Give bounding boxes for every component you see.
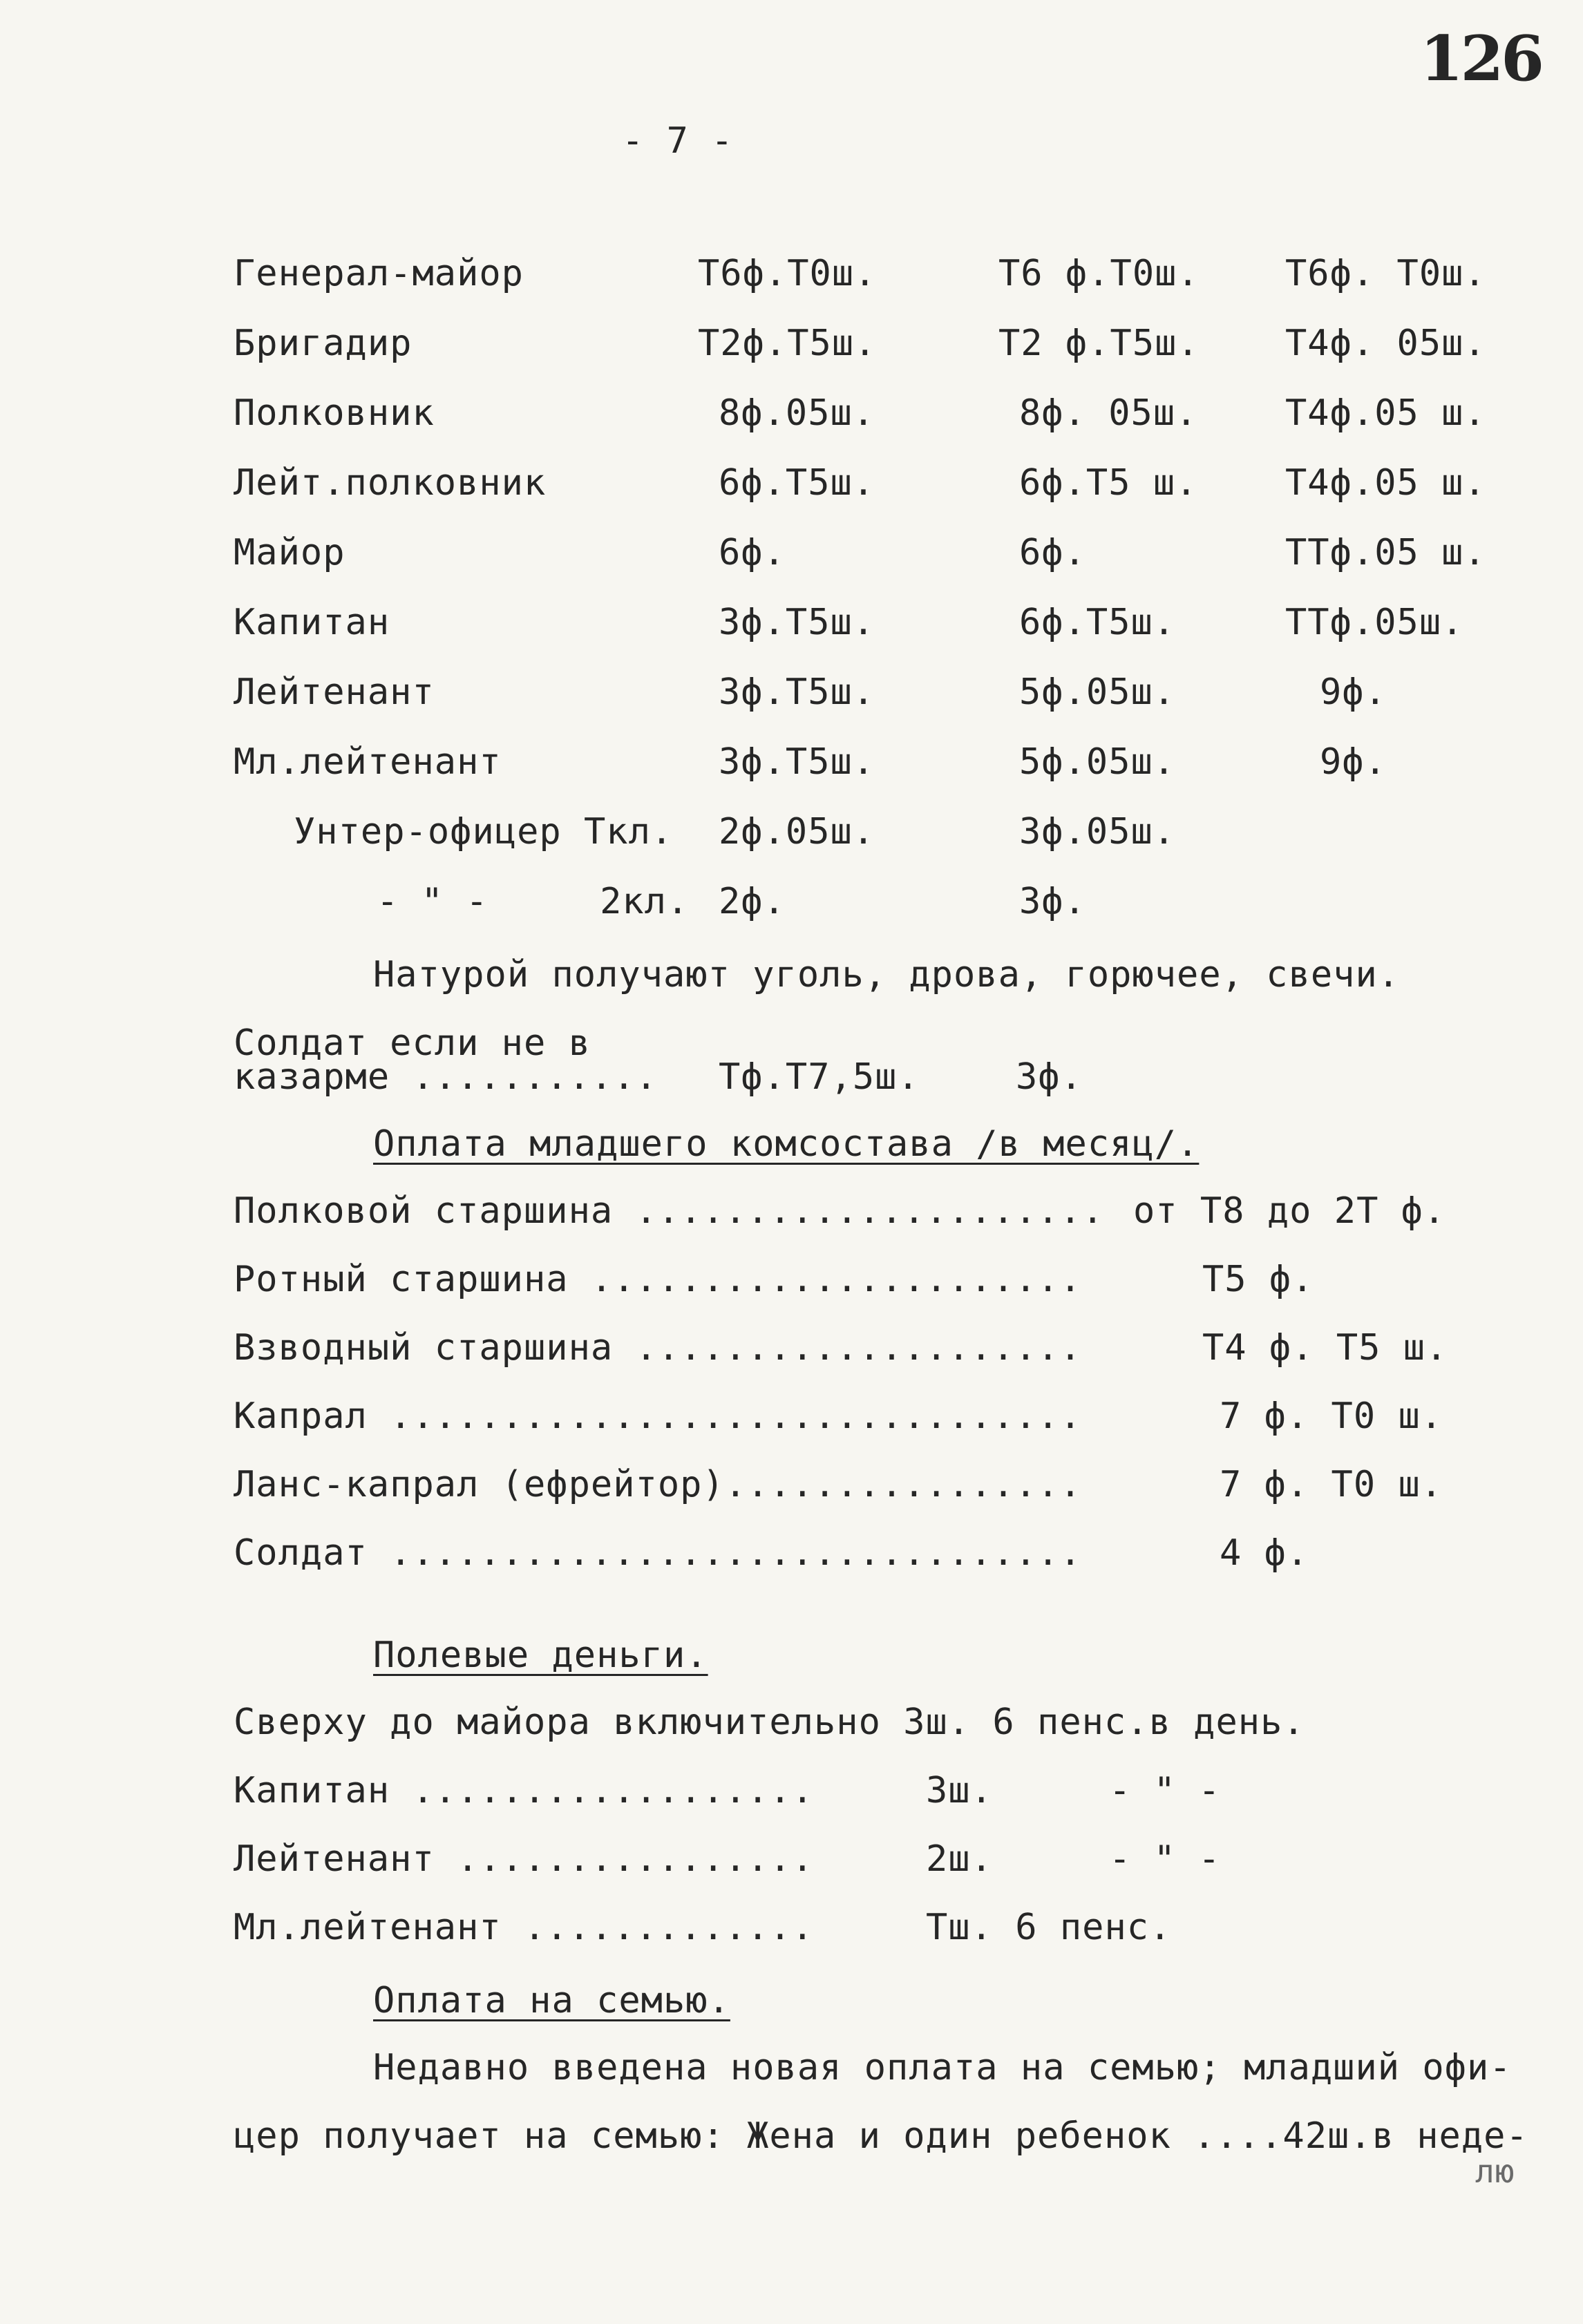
pay-column-1: Т2ф.Т5ш. xyxy=(698,323,877,364)
rank-label: Мл.лейтенант xyxy=(234,741,502,783)
rank-label: Унтер-офицер Ткл. xyxy=(294,811,674,853)
junior-rank-row: Взводный старшина .................... xyxy=(234,1327,1082,1369)
junior-rank-value: Т4 ф. Т5 ш. xyxy=(1202,1327,1448,1369)
pay-column-2: Т6 ф.Т0ш. xyxy=(998,253,1200,294)
pay-column-1: 3ф.Т5ш. xyxy=(719,741,875,783)
junior-rank-value: Т5 ф. xyxy=(1202,1259,1314,1300)
pay-column-1: 2ф.05ш. xyxy=(719,811,875,853)
junior-rank-value: 4 ф. xyxy=(1220,1532,1309,1574)
family-paragraph-line: Недавно введена новая оплата на семью; младший офи- xyxy=(373,2047,1512,2088)
pay-column-2: 5ф.05ш. xyxy=(1019,741,1176,783)
pay-column-1: 6ф. xyxy=(719,532,786,573)
soldier-value-2: 3ф. xyxy=(1016,1056,1083,1098)
page-number: - 7 - xyxy=(622,120,734,162)
junior-pay-heading: Оплата младшего комсостава /в месяц/. xyxy=(373,1123,1200,1165)
pay-column-1: 8ф.05ш. xyxy=(719,392,875,434)
pay-column-3: Т4ф. 05ш. xyxy=(1285,323,1486,364)
rank-label: Лейтенант xyxy=(234,672,435,713)
family-paragraph-line: цер получает на семью: Жена и один ребенок ....42ш.в неде- xyxy=(234,2115,1528,2157)
pay-column-3: ТТф.05ш. xyxy=(1285,602,1464,643)
rank-label: Майор xyxy=(234,532,345,573)
junior-rank-row: Солдат ............................... xyxy=(234,1532,1082,1574)
junior-rank-value: 7 ф. Т0 ш. xyxy=(1220,1464,1443,1505)
ditto-mark: - " - xyxy=(1109,1838,1221,1880)
soldier-line-1: Солдат если не в xyxy=(234,1022,591,1064)
pay-column-1: 3ф.Т5ш. xyxy=(719,672,875,713)
soldier-line-2: казарме ........... xyxy=(234,1056,658,1098)
pay-column-3: 9ф. xyxy=(1320,741,1387,783)
junior-rank-row: Капрал ............................... xyxy=(234,1396,1082,1437)
field-rank-row: Капитан .................. xyxy=(234,1770,814,1811)
junior-rank-value: 7 ф. Т0 ш. xyxy=(1220,1396,1443,1437)
pay-column-2: 6ф.Т5ш. xyxy=(1019,602,1176,643)
junior-rank-row: Полковой старшина ..................... xyxy=(234,1190,1104,1232)
rank-label: Лейт.полковник xyxy=(234,462,547,504)
rank-label: Бригадир xyxy=(234,323,413,364)
pay-column-3: Т6ф. Т0ш. xyxy=(1285,253,1486,294)
pay-column-1: Т6ф.Т0ш. xyxy=(698,253,877,294)
pay-column-3: ТТф.05 ш. xyxy=(1285,532,1486,573)
archive-page-number: 126 xyxy=(1420,22,1542,95)
family-paragraph-line: лю xyxy=(1475,2153,1515,2190)
field-rank-row: Лейтенант ................ xyxy=(234,1838,814,1880)
field-rank-value: Тш. 6 пенс. xyxy=(926,1907,1172,1948)
rank-label: - " - 2кл. xyxy=(377,881,690,922)
pay-column-2: 3ф.05ш. xyxy=(1019,811,1176,853)
pay-column-2: 6ф. xyxy=(1019,532,1086,573)
rank-label: Полковник xyxy=(234,392,435,434)
field-money-heading: Полевые деньги. xyxy=(373,1635,708,1676)
pay-column-3: 9ф. xyxy=(1320,672,1387,713)
pay-column-1: 3ф.Т5ш. xyxy=(719,602,875,643)
pay-column-2: 3ф. xyxy=(1019,881,1086,922)
rank-label: Капитан xyxy=(234,602,390,643)
junior-rank-value: от Т8 до 2Т ф. xyxy=(1133,1190,1446,1232)
pay-column-3: Т4ф.05 ш. xyxy=(1285,462,1486,504)
pay-column-1: 2ф. xyxy=(719,881,786,922)
pay-column-2: 5ф.05ш. xyxy=(1019,672,1176,713)
junior-rank-row: Ланс-капрал (ефрейтор)................ xyxy=(234,1464,1082,1505)
ditto-mark: - " - xyxy=(1109,1770,1221,1811)
pay-column-2: Т2 ф.Т5ш. xyxy=(998,323,1200,364)
rank-label: Генерал-майор xyxy=(234,253,524,294)
soldier-value-1: Тф.Т7,5ш. xyxy=(719,1056,920,1098)
in-kind-note: Натурой получают уголь, дрова, горючее, свечи. xyxy=(373,954,1401,996)
field-money-intro: Сверху до майора включительно 3ш. 6 пенс.в день. xyxy=(234,1702,1305,1743)
family-pay-heading: Оплата на семью. xyxy=(373,1980,730,2021)
pay-column-2: 6ф.Т5 ш. xyxy=(1019,462,1198,504)
pay-column-2: 8ф. 05ш. xyxy=(1019,392,1198,434)
pay-column-1: 6ф.Т5ш. xyxy=(719,462,875,504)
field-rank-value: 3ш. xyxy=(926,1770,993,1811)
pay-column-3: Т4ф.05 ш. xyxy=(1285,392,1486,434)
junior-rank-row: Ротный старшина ...................... xyxy=(234,1259,1082,1300)
field-rank-value: 2ш. xyxy=(926,1838,993,1880)
field-rank-row: Мл.лейтенант ............. xyxy=(234,1907,814,1948)
